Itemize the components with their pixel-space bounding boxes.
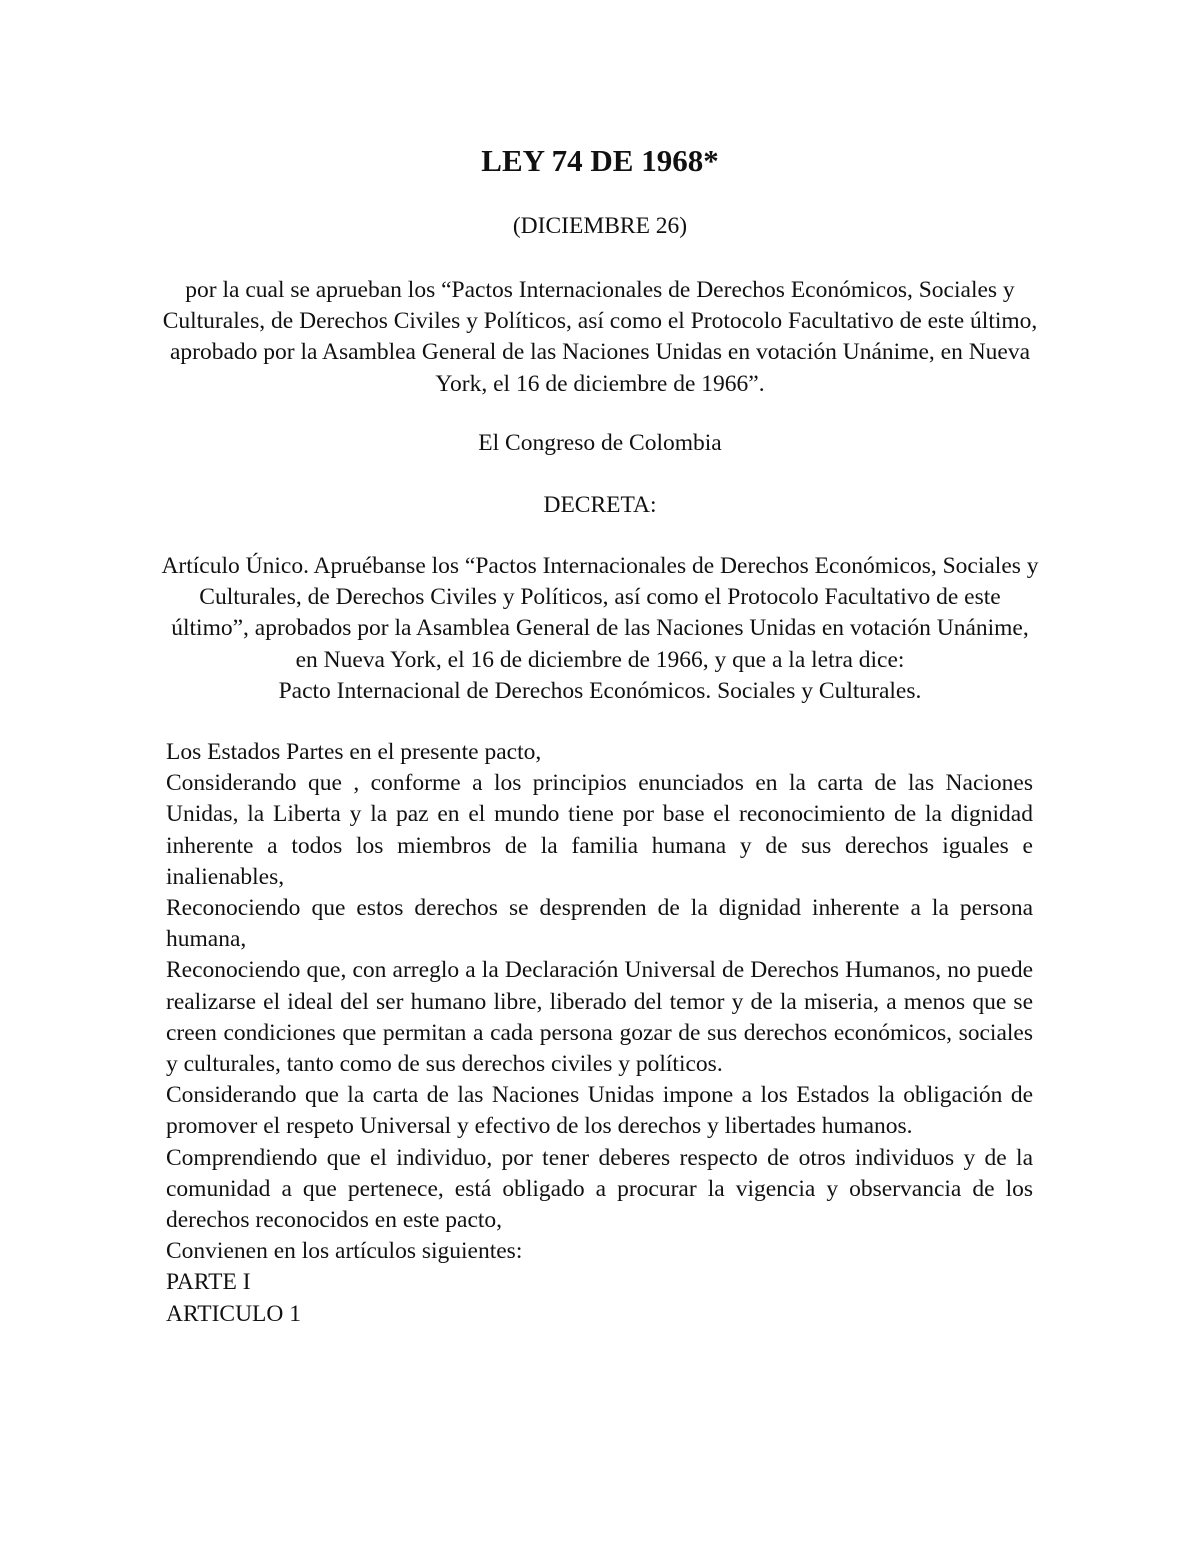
pact-title: Pacto Internacional de Derechos Económicos. Sociales y Culturales. (278, 677, 922, 704)
document-preamble: por la cual se aprueban los “Pactos Internacionales de Derechos Económicos, Sociales y Culturales, de Derechos Civiles y Políticos, así como el Protocolo Facultativo de este último, aprobado por la Asamblea General de las Naciones Unidas en votación Unánime, en Nueva York, el 16 de diciembre de 1966”. (162, 277, 1038, 397)
paragraph-convienen: Convienen en los artículos siguientes: (166, 1238, 523, 1265)
paragraph-reconociendo-dignidad: Reconociendo que estos derechos se desprenden de la dignidad inherente a la persona humana, (166, 895, 1033, 953)
article-unique-text: Artículo Único. Apruébanse los “Pactos Internacionales de Derechos Económicos, Sociales y Culturales, de Derechos Civiles y Políticos, así como el Protocolo Facultativo de este último”, aprobados por la Asamblea General de las Naciones Unidas en votación Unánime, en Nueva York, el 16 de diciembre de 1966, y que a la letra dice: (161, 553, 1039, 673)
article-heading: ARTICULO 1 (166, 1300, 302, 1327)
paragraph-estados-partes: Los Estados Partes en el presente pacto, (166, 739, 542, 765)
document-title: LEY 74 DE 1968* (481, 143, 719, 178)
paragraph-comprendiendo: Comprendiendo que el individuo, por tener deberes respecto de otros individuos y de la comunidad a que pertenece, está obligado a procurar la vigencia y observancia de los derechos reconocidos en este pacto, (166, 1144, 1033, 1234)
decreta-heading: DECRETA: (543, 492, 657, 518)
paragraph-reconociendo-declaracion: Reconociendo que, con arreglo a la Declaración Universal de Derechos Humanos, no puede realizarse el ideal del ser humano libre, liberado del temor y de la miseria, a menos que se creen condiciones que permitan a cada persona gozar de sus derechos económicos, sociales y culturales, tanto como de sus derechos civiles y políticos. (166, 957, 1033, 1078)
pact-body (166, 737, 1033, 1330)
document-date: (DICIEMBRE 26) (512, 213, 688, 239)
part-heading: PARTE I (166, 1269, 251, 1296)
article-unique (160, 551, 1040, 707)
paragraph-considerando-principios: Considerando que , conforme a los principios enunciados en la carta de las Naciones Unidas, la Liberta y la paz en el mundo tiene por base el reconocimiento de la dignidad inherente a todos los miembros de la familia humana y de sus derechos iguales e inalienables, (166, 770, 1033, 890)
congress-heading: El Congreso de Colombia (478, 430, 722, 456)
paragraph-considerando-carta: Considerando que la carta de las Naciones Unidas impone a los Estados la obligación de promover el respeto Universal y efectivo de los derechos y libertades humanos. (166, 1082, 1033, 1140)
